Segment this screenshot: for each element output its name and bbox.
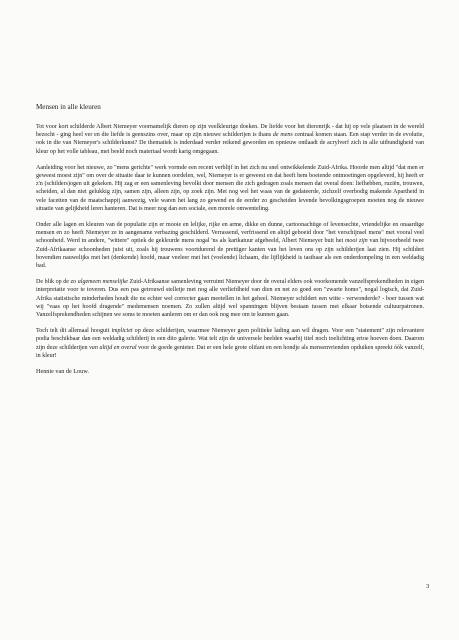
italic-phrase: mooi zijn	[345, 238, 368, 245]
text-run: van hijvoorbeeld twee Zuid-Afrikaanse schoonheden juist uit, zoals hij trouwens voortdurend de prettiger kanten van het leven ons op zijn schilderijen laat zien. Hij schildert bovendien nauwelijks met het (denkende) hoofd, maar veeleer met het (voelende) lichaam, die lijflijkheid is tastbaar als een onderdompeling in een weldadig bad.	[36, 238, 424, 270]
paragraph	[36, 221, 424, 270]
text-run: centraal komen staan. Een stap verder in de evolutie, ook in die van Niemeyer's schilderkunst? De thematiek is inderdaad verder reikend geworden en opnieuw ontlaadt de acrylverf zich in alle uitbundigheid van kleur op het volle tableau, met beeld noch materiaal wordt karig omgegaan.	[36, 132, 424, 155]
paragraph-list	[36, 123, 424, 360]
paragraph	[36, 123, 424, 156]
text-run: De blik op de zo	[36, 279, 78, 286]
text-run: Zuid-Afrikaanse samenleving verruimt Niemeyer door de overal elders ook voorkomende vanzelfsprekendheden in eigen interpretatie voor te toveren. Dus een pas getrouwd stelletje met nog alle verliefdheid van dien en net zo goed een "zwarte homo", nogal logisch, dat Zuid-Afrika statistische minderheden houdt die nu echter wel correcter gaan meetellen in het geheel. Niemeyer schildert een witte - verwonderde? - boer tussen wat wij "vaas op het hoofd dragende" medemensen noemen. Zo zullen altijd wel spanningen blijven bestaan tussen met elkaar botsende cultuurpatronen. Vanzelfsprekendheden schijnen we soms te moeten aanleren om er dan ook nog mee om te kunnen gaan.	[36, 279, 424, 319]
text-run: Toch telt dit allemaal hooguit	[36, 328, 112, 335]
paragraph	[36, 278, 424, 319]
text-run: Onder alle lagen en kleuren van de populatie zijn er mooie en lelijke, rijke en arme, dikke en dunne, cartoonachtige of levensechte, vriendelijke en onaardige mensen en zo heeft Niemeyer ze in aangename verbazing geschilderd. Verrassend, verfrissend en altijd geboeid door "het verschijnsel mens" met vooral veel schoonheid. Werd in andere, "wittere" optiek de gekleurde mens nogal 'ns als karikatuur afgebeeld, Albert Niemeyer buit het	[36, 222, 424, 245]
italic-phrase: algemeen menselijke	[77, 279, 128, 286]
italic-phrase: impliciet	[111, 328, 133, 335]
text-run: Aanleiding voor het nieuwe, zo "mens gerichte" werk vormde een recent verblijf in het zich nu snel ontwikkelende Zuid-Afrika. Hoorde men altijd "dat men er geweest moest zijn" om over de situatie daar te kunnen oordelen, wel, Niemeyer is er geweest en dat heeft hem boeiende ontmoetingen opgeleverd, hij heeft er z'n (schilders)ogen uit gekeken. Hij zag er een samenleving bevolkt door mensen die zich gedragen zoals mensen dat overal doen: liefhebben, ruziën, trouwen, scheiden, al dan niet gelukkig zijn, samen zijn, alleen zijn, op zoek zijn. Met nog wel het waas van de gedateerde, zichzelf overbodig makende Apartheid in vele facetten van de maatschappij aanwezig, vele waren het lang zo gewend en de eerder zo gescheiden levende bevolkingsgroepen moeten nog de nieuwe situatie van gelijkheid leren hanteren. Dat is meer nog dan een sociale, een morele omwenteling.	[36, 164, 424, 212]
author-signature: Hennie van de Louw.	[36, 368, 89, 376]
paragraph	[36, 164, 424, 213]
article-body	[36, 103, 424, 376]
paragraph	[36, 327, 424, 360]
text-run: voor de goede genieter. Dat er een hele grote olifant en een hondje als mensenvrienden opduiken spreekt óók vanzelf, in kleur!	[36, 344, 424, 359]
italic-phrase: de mens	[272, 132, 293, 139]
article-title: Mensen in alle kleuren	[36, 103, 101, 111]
text-run: Tot voor kort schilderde Albert Niemeyer voornamelijk dieren op zijn veelkleurige doeken. De liefde voor het dierenrijk - dat hij op vele plaatsen in de wereld bezocht - ging heel ver en die liefde is geenszins over, maar op zijn nieuwe schilderijen is thans	[36, 124, 424, 139]
text-run: op deze schilderijen, waarmee Niemeyer geen politieke lading aan wil dragen. Voor een "statement" zijn relevantere podia beschikbaar dan een weldadig schilderij in een dito galerie. Wat telt zijn de universele beelden waarbij titel noch toelichting ertoe hoeven doen. Daarom zijn deze schilderijen	[36, 328, 425, 351]
page-number: 3	[426, 583, 430, 590]
italic-phrase: van altijd en overal	[89, 344, 137, 351]
